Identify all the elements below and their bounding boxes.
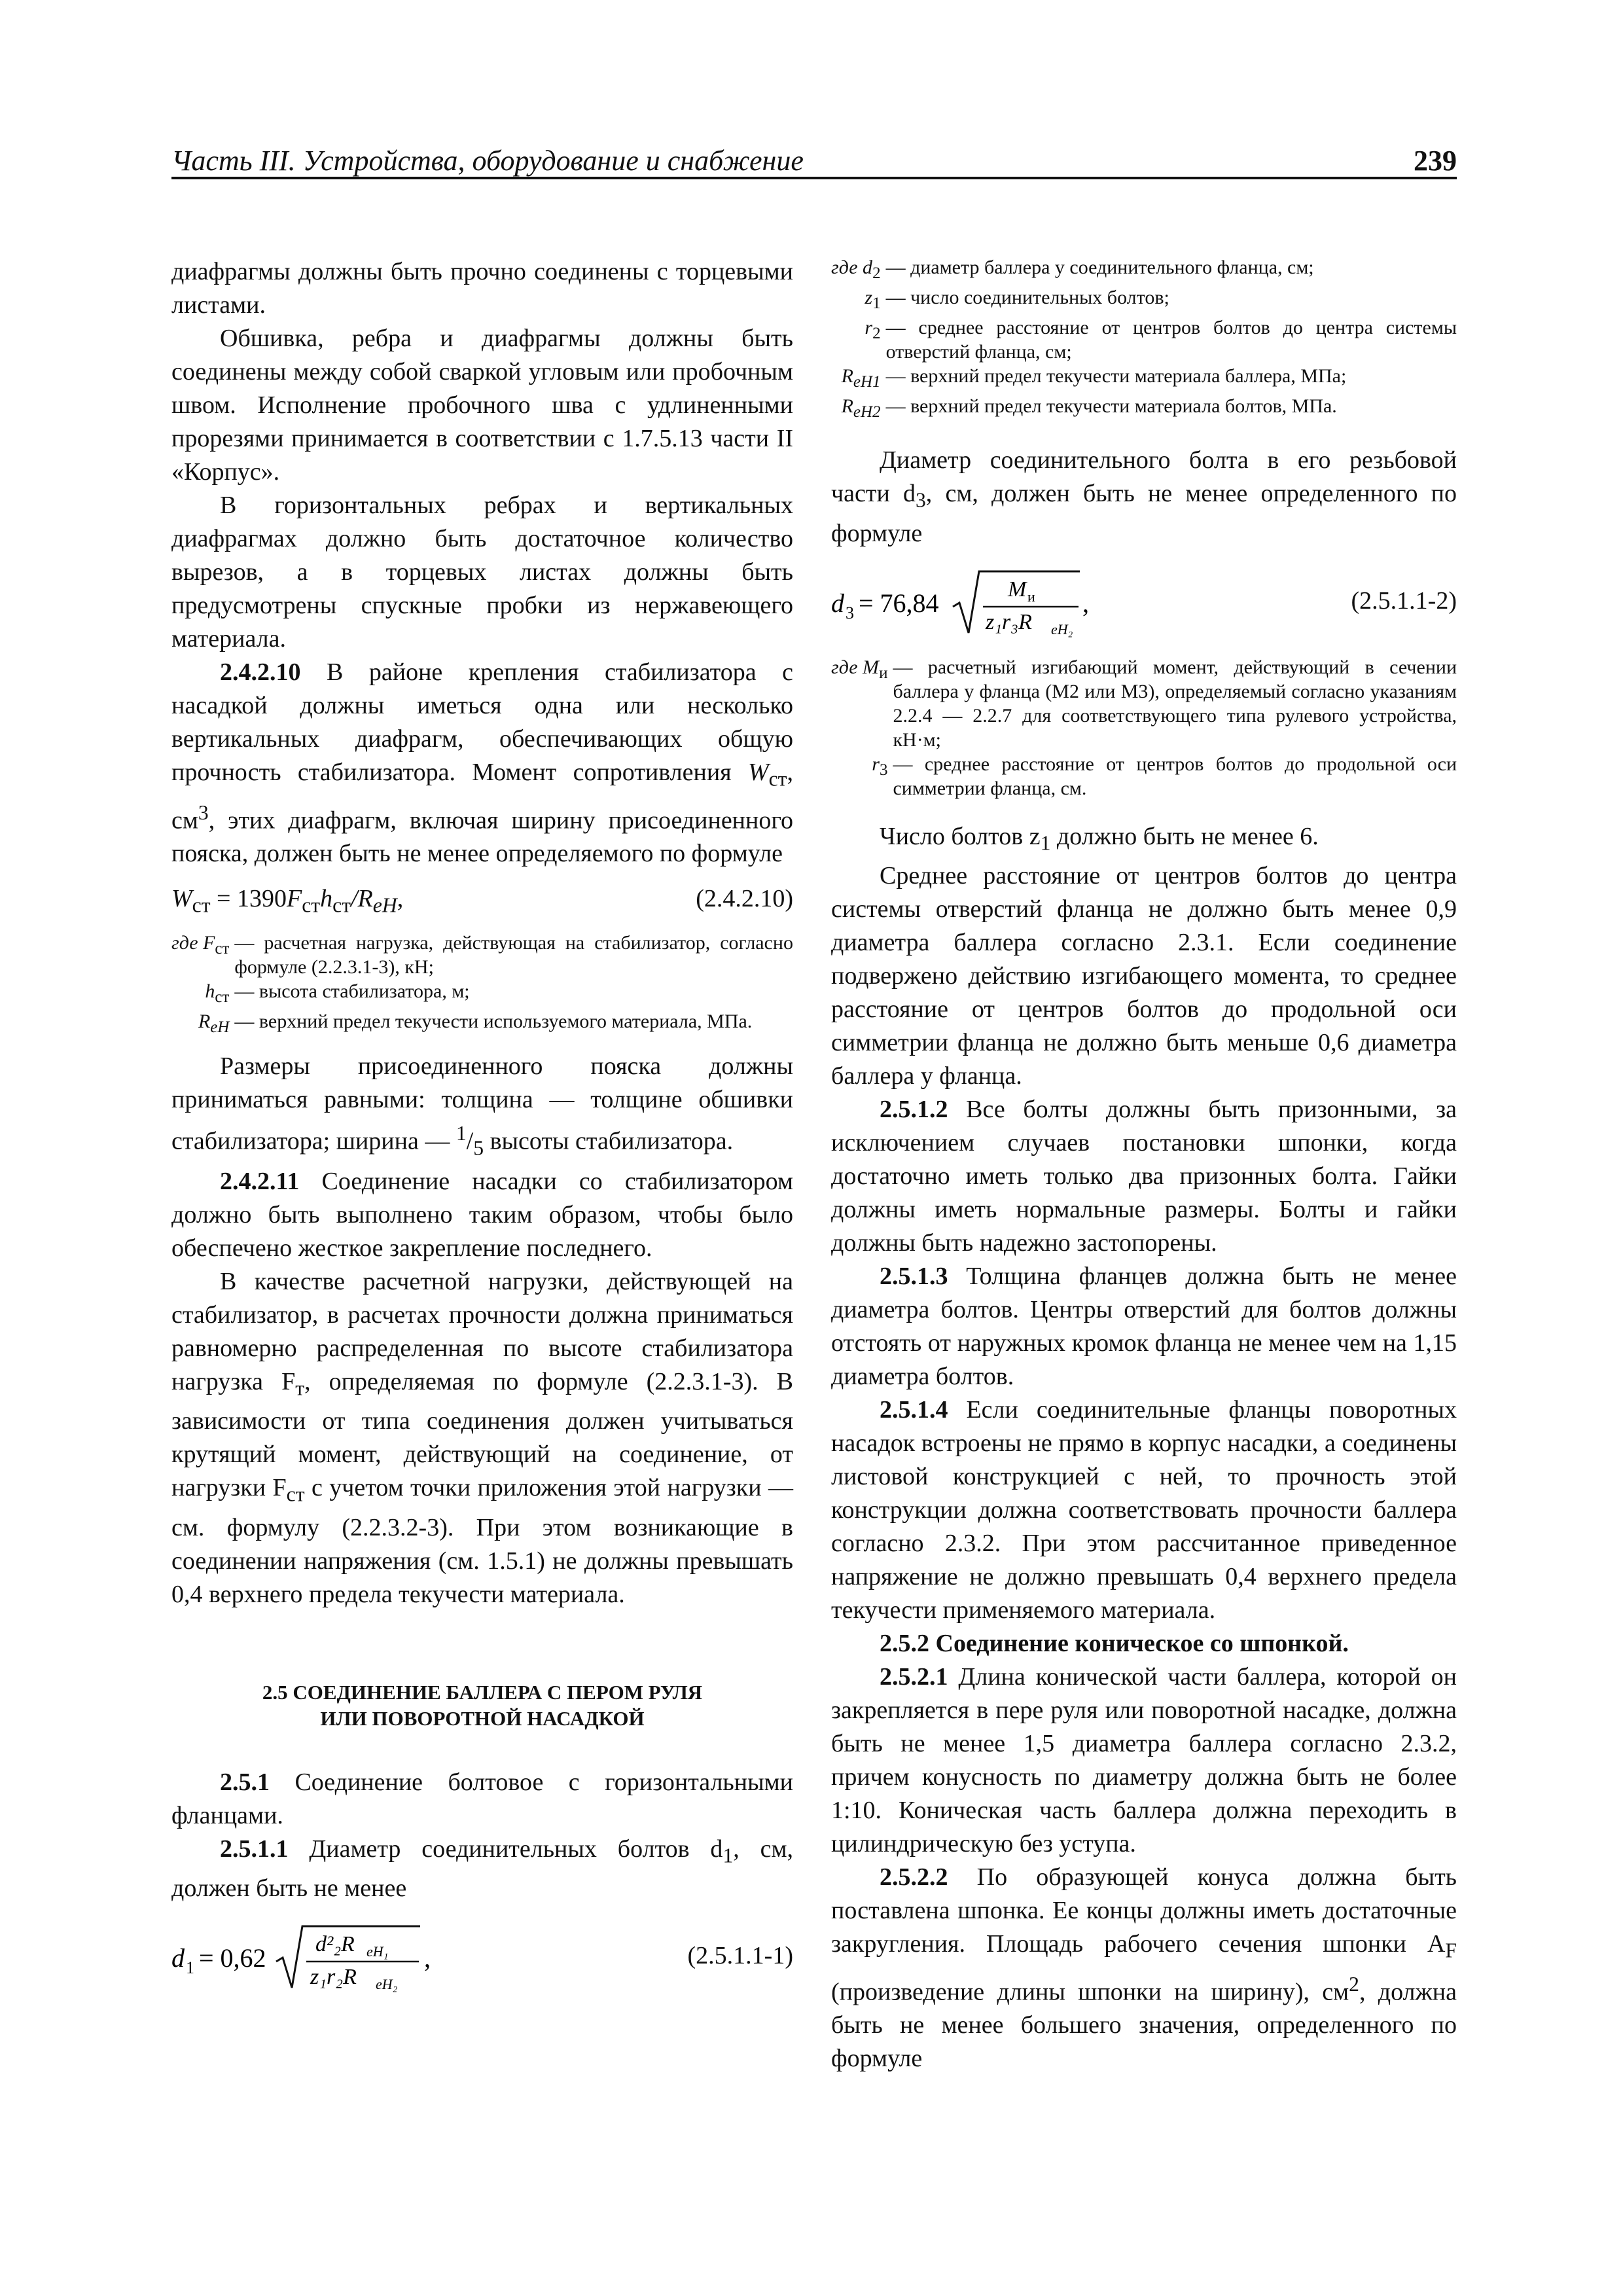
paragraph: В качестве расчетной нагрузки, действующей на стабилизатор, в расчетах прочности должна приниматься равномерно распределенная по высоте стабилизатора нагрузка $F_т$, определяемая по формуле (2.2.3.1-3). В зависимости от типа соединения должен учитываться крутящий момент, действующий на соединение, от нагрузки $F_{ст}$ с учетом точки приложения этой нагрузки — см. формулу (2.2.3.2-3). При этом возникающие в соединении напряжения (см. 1.5.1) не должны превышать 0,4 верхнего предела текучести материала. [171, 1267, 793, 1608]
paragraph-2-5-1-3: 2.5.1.3 Толщина фланцев должна быть не менее диаметра болтов. Центры отверстий для болтов должны отстоять от наружных кромок фланца не менее чем на 1,15 диаметра болтов. [831, 1263, 1457, 1391]
formula-comma: , [1082, 588, 1089, 618]
left-column [171, 255, 793, 2010]
paragraph: Диаметр соединительного болта в его резьбовой части $d_3$, см, должен быть не менее определенного по формуле [831, 446, 1457, 547]
paragraph-2-5-2: 2.5.2 Соединение коническое со шпонкой. [880, 1630, 1349, 1658]
legend-symbol: $r_2$ [865, 317, 881, 342]
legend-symbol: где $M_и$ [831, 656, 888, 682]
formula-coefficient: = 76,84 [859, 588, 939, 618]
legend-symbol: где $F_{ст}$ [171, 932, 230, 958]
paragraph-2-5-2-2: 2.5.2.2 По образующей конуса должна быть поставлена шпонка. Ее концы должны иметь достаточные закругления. Площадь рабочего сечения шпонки $A_F$ (произведение длины шпонки на ширину), $см^2$, должна быть не менее большего значения, определенного по формуле [831, 1863, 1457, 2073]
formula-lhs: d [831, 588, 844, 618]
fraction-numerator: M [1008, 577, 1027, 601]
legend-description: — число соединительных болтов; [885, 287, 1169, 308]
clause-number: 2.5.2 [880, 1630, 929, 1658]
formula-expression: $W_{ст} = 1390F_{ст}h_{ст}/R_{eH}$, [171, 885, 404, 917]
legend-symbol: $z_1$ [865, 287, 881, 312]
legend-symbol: $R_{eH}$ [198, 1011, 230, 1037]
clause-number: 2.5.1.2 [880, 1096, 948, 1124]
legend-symbol: $R_{eH2}$ [841, 395, 881, 421]
formula-graphic [171, 1920, 564, 1996]
fraction-numerator: d²₂R [315, 1932, 355, 1957]
running-header-title: Часть III. Устройства, оборудование и снабжение [171, 145, 804, 177]
formula-comma: , [424, 1943, 431, 1973]
formula-coefficient: = 0,62 [199, 1943, 266, 1973]
paragraph: диафрагмы должны быть прочно соединены с торцевыми листами. [171, 258, 793, 319]
legend-description: — высота стабилизатора, м; [234, 980, 470, 1003]
legend-description: — верхний предел текучести материала болтов, МПа. [885, 395, 1337, 417]
fraction-numerator-sub: и [1027, 588, 1035, 605]
formula-graphic [831, 565, 1224, 641]
fraction-denominator-sub: eH₂ [376, 1976, 398, 1993]
clause-number: 2.5.1.4 [880, 1396, 948, 1424]
legend-description: — расчетный изгибающий момент, действующий в сечении баллера у фланца (M2 или M3), определяемый согласно указаниям 2.2.4 — 2.2.7 для соответствующего типа рулевого устройства, кН·м; [893, 656, 1457, 751]
fraction-numerator-sub: eH₁ [366, 1943, 389, 1960]
clause-number: 2.5.2.1 [880, 1663, 948, 1691]
clause-number: 2.4.2.11 [220, 1167, 300, 1195]
legend-where-2 [831, 655, 1457, 800]
legend-description: — верхний предел текучести используемого материала, МПа. [234, 1011, 753, 1033]
paragraph-2-4-2-10: 2.4.2.10 В районе крепления стабилизатора с насадкой должны иметься одна или несколько вертикальных диафрагм, обеспечивающих общую прочность стабилизатора. Момент сопротивления $W_{ст}$, $см^3$, этих диафрагм, включая ширину присоединенного пояска, должен быть не менее определяемого по формуле [171, 658, 794, 868]
paragraph-2-5-1-4: 2.5.1.4 Если соединительные фланцы поворотных насадок встроены не прямо в корпус насадки, а соединены листовой конструкцией с ней, то прочность этой конструкции должна соответствовать прочности баллера согласно 2.3.2. При этом рассчитанное приведенное напряжение не должно превышать 0,4 верхнего предела текучести применяемого материала. [831, 1396, 1457, 1624]
paragraph-2-5-1-1: 2.5.1.1 Диаметр соединительных болтов $d_1$, см, должен быть не менее [171, 1835, 794, 1903]
formula-2-5-1-1-1 [171, 1920, 793, 1996]
legend-symbol: $r_3$ [872, 753, 888, 779]
legend-description: — среднее расстояние от центров болтов до продольной оси симметрии фланца, см. [893, 753, 1457, 799]
fraction-denominator: z₁r₃R [986, 609, 1032, 634]
clause-number: 2.5.1 [220, 1768, 270, 1796]
legend-symbol: $h_{ст}$ [205, 980, 230, 1007]
formula-2-5-1-1-2 [831, 565, 1457, 641]
legend-where-1 [171, 931, 793, 1039]
section-heading-2-5: 2.5 СОЕДИНЕНИЕ БАЛЛЕРА С ПЕРОМ РУЛЯ ИЛИ ПОВОРОТНОЙ НАСАДКОЙ [262, 1680, 703, 1730]
formula-number: (2.5.1.1-1) [687, 1942, 793, 1970]
legend-description: — диаметр баллера у соединительного фланца, см; [885, 257, 1314, 278]
legend-description: — расчетная нагрузка, действующая на стабилизатор, согласно формуле (2.2.3.1-3), кН; [234, 932, 793, 978]
paragraph: Число болтов $z_1$ должно быть не менее 6. [880, 822, 1319, 855]
clause-number: 2.5.1.3 [880, 1263, 948, 1291]
clause-number: 2.5.2.2 [880, 1863, 948, 1892]
legend-description: — среднее расстояние от центров болтов до центра системы отверстий фланца, см; [885, 317, 1457, 363]
header-rule [171, 177, 1457, 179]
legend-where-0 [831, 255, 1457, 424]
page-number: 239 [1414, 145, 1457, 177]
formula-2-4-2-10 [171, 882, 793, 919]
clause-number: 2.5.1.1 [220, 1835, 289, 1863]
paragraph: В горизонтальных ребрах и вертикальных диафрагмах должно быть достаточное количество вырезов, а в торцевых листах должны быть предусмотрены спускные пробки из нержавеющего материала. [171, 492, 793, 653]
paragraph: Размеры присоединенного пояска должны приниматься равными: толщина — толщине обшивки стабилизатора; ширина — $^1/_5$ высоты стабилизатора. [171, 1052, 793, 1160]
formula-lhs-sub: 1 [186, 1958, 194, 1978]
formula-lhs-sub: 3 [846, 603, 854, 622]
fraction-denominator-sub: eH₂ [1051, 620, 1073, 637]
right-column [831, 255, 1457, 2075]
formula-number: (2.4.2.10) [696, 885, 793, 913]
clause-number: 2.4.2.10 [220, 658, 301, 686]
paragraph-2-4-2-11: 2.4.2.11 Соединение насадки со стабилизатором должно быть выполнено таким образом, чтобы было обеспечено жесткое закрепление последнего. [171, 1167, 794, 1262]
legend-symbol: где $d_2$ [831, 257, 881, 282]
paragraph: Обшивка, ребра и диафрагмы должны быть соединены между собой сваркой угловым или пробочным швом. Исполнение пробочного шва с удлиненными прорезями принимается в соответствии с 1.7.5.13 части II «Корпус». [171, 325, 793, 486]
paragraph: Среднее расстояние от центров болтов до центра системы отверстий фланца не должно быть менее 0,9 диаметра баллера согласно 2.3.1. Если соединение подвержено действию изгибающего момента, то среднее расстояние от центров болтов до продольной оси симметрии фланца не должно быть меньше 0,6 диаметра баллера у фланца. [831, 862, 1457, 1090]
paragraph-2-5-1-2: 2.5.1.2 Все болты должны быть призонными, за исключением случаев постановки шпонки, когда достаточно иметь только два призонных болта. Гайки должны иметь нормальные размеры. Болты и гайки должны быть надежно застопорены. [831, 1096, 1457, 1257]
formula-number: (2.5.1.1-2) [1351, 586, 1457, 615]
paragraph-2-5-2-1: 2.5.2.1 Длина конической части баллера, которой он закрепляется в пере руля или поворотной насадке, должна быть не менее 1,5 диаметра баллера согласно 2.3.2, причем конусность по диаметру должна быть не более 1:10. Коническая часть баллера должна переходить в цилиндрическую без уступа. [831, 1663, 1457, 1858]
formula-lhs: d [171, 1943, 185, 1973]
legend-description: — верхний предел текучести материала баллера, МПа; [885, 365, 1347, 387]
fraction-denominator: z₁r₂R [310, 1965, 357, 1990]
paragraph-2-5-1: 2.5.1 Соединение болтовое с горизонтальными фланцами. [171, 1768, 794, 1829]
legend-symbol: $R_{eH1}$ [841, 365, 881, 391]
